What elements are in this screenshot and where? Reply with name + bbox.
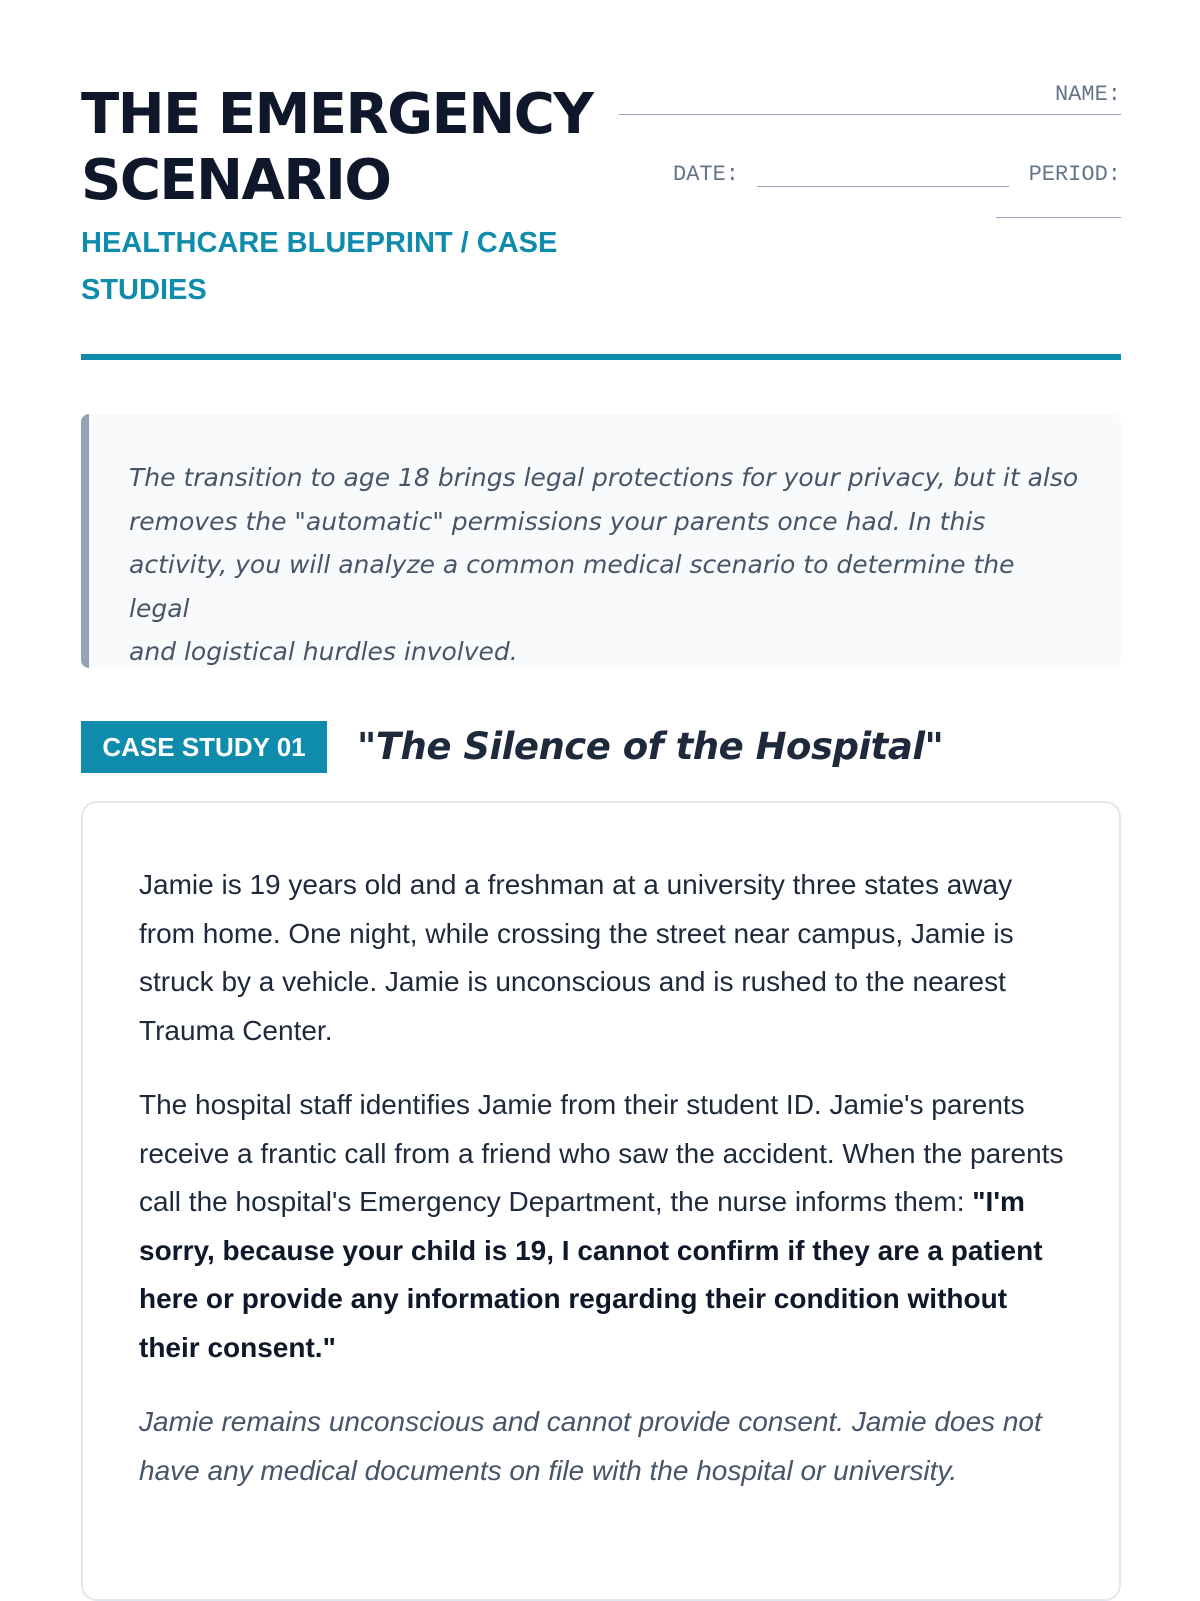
intro-line-3: activity, you will analyze a common medical scenario to determine the legal [129,550,1015,623]
page-subtitle [81,220,601,314]
case-study-card [81,801,1121,1601]
intro-callout [81,414,1121,668]
date-period-row [673,162,1121,194]
case-paragraph-2 [139,1081,1064,1372]
page-title [81,82,641,214]
intro-line-4: and logistical hurdles involved. [129,637,518,666]
case-paragraph-1: Jamie is 19 years old and a freshman at a university three states away from home. One night, while crossing the street near campus, Jamie is struck by a vehicle. Jamie is unconscious and is rushed to the nearest Trauma Center. [139,869,1014,1046]
date-field[interactable] [757,186,1009,187]
case-paragraph-2-text: The hospital staff identifies Jamie from their student ID. Jamie's parents receive a frantic call from a friend who saw the accident. When the parents call the hospital's Emergency Department, the nurse informs them: [139,1089,1064,1217]
date-label: DATE: [673,162,740,187]
page-subtitle-line-2: STUDIES [81,274,207,306]
case-study-title: "The Silence of the Hospital" [357,725,944,768]
page-subtitle-line-1: HEALTHCARE BLUEPRINT / CASE [81,227,558,259]
header-divider [81,354,1121,360]
name-field[interactable] [619,114,1121,115]
name-label: NAME: [1054,82,1121,107]
intro-line-1: The transition to age 18 brings legal protections for your privacy, but it also [129,463,1079,492]
nurse-quote: "I'm sorry, because your child is 19, I cannot confirm if they are a patient here or provide any information regarding their condition without their consent." [139,1186,1043,1363]
intro-line-2: removes the "automatic" permissions your parents once had. In this [129,506,986,536]
page-title-line-1: THE EMERGENCY [81,82,593,147]
case-note: Jamie remains unconscious and cannot provide consent. Jamie does not have any medical documents on file with the hospital or university. [139,1406,1042,1486]
period-label: PERIOD: [1028,162,1121,187]
case-study-badge: CASE STUDY 01 [81,721,327,773]
worksheet-page [81,0,1121,1600]
period-field[interactable] [996,217,1121,218]
page-title-line-2: SCENARIO [81,148,391,213]
intro-text [129,456,1081,674]
